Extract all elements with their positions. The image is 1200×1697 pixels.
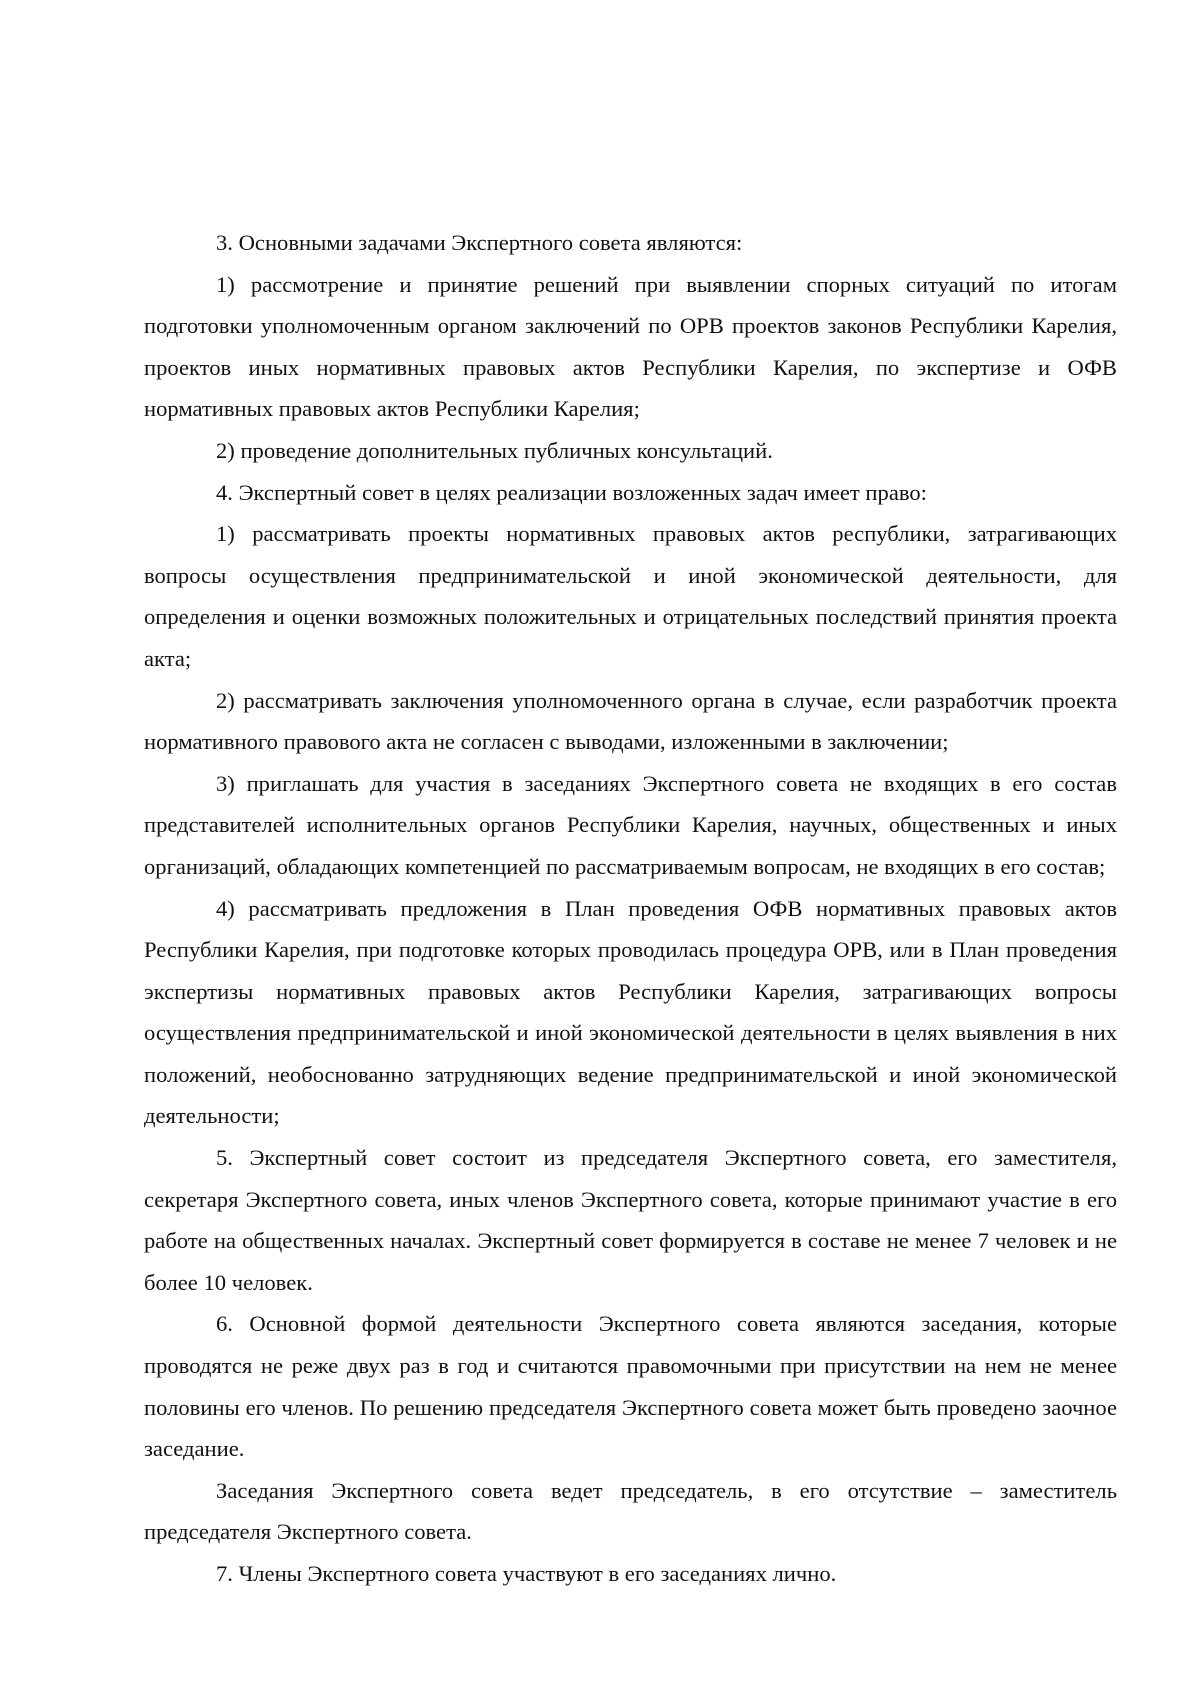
paragraph-3: 3. Основными задачами Экспертного совета являются:: [216, 230, 743, 255]
document-body: [144, 222, 1117, 1595]
paragraph-4-4: 4) рассматривать предложения в План проведения ОФВ нормативных правовых актов Республики Карелия, при подготовке которых проводилась процедура ОРВ, или в План проведения экспертизы нормативных правовых актов Республики Карелия, затрагивающих вопросы осуществления предпринимательской и иной экономической деятельности в целях выявления в них положений, необоснованно затрудняющих ведение предпринимательской и иной экономической деятельности;: [144, 895, 1117, 1129]
paragraph-4-2: 2) рассматривать заключения уполномоченного органа в случае, если разработчик проекта нормативного правового акта не согласен с выводами, изложенными в заключении;: [144, 687, 1117, 755]
paragraph-3-1: 1) рассмотрение и принятие решений при выявлении спорных ситуаций по итогам подготовки уполномоченным органом заключений по ОРВ проектов законов Республики Карелия, проектов иных нормативных правовых актов Республики Карелия, по экспертизе и ОФВ нормативных правовых актов Республики Карелия;: [144, 271, 1117, 422]
paragraph-6: 6. Основной формой деятельности Экспертного совета являются заседания, которые проводятся не реже двух раз в год и считаются правомочными при присутствии на нем не менее половины его членов. По решению председателя Экспертного совета может быть проведено заочное заседание.: [144, 1311, 1117, 1462]
paragraph-6-sessions: Заседания Экспертного совета ведет председатель, в его отсутствие – заместитель председателя Экспертного совета.: [144, 1477, 1117, 1545]
paragraph-4-1: 1) рассматривать проекты нормативных правовых актов республики, затрагивающих вопросы осуществления предпринимательской и иной экономической деятельности, для определения и оценки возможных положительных и отрицательных последствий принятия проекта акта;: [144, 521, 1117, 671]
paragraph-7: 7. Члены Экспертного совета участвуют в его заседаниях лично.: [216, 1561, 837, 1586]
paragraph-4-3: 3) приглашать для участия в заседаниях Экспертного совета не входящих в его состав представителей исполнительных органов Республики Карелия, научных, общественных и иных организаций, обладающих компетенцией по рассматриваемым вопросам, не входящих в его состав;: [144, 770, 1117, 879]
paragraph-3-2: 2) проведение дополнительных публичных консультаций.: [216, 437, 773, 463]
paragraph-5: 5. Экспертный совет состоит из председателя Экспертного совета, его заместителя, секретаря Экспертного совета, иных членов Экспертного совета, которые принимают участие в его работе на общественных началах. Экспертный совет формируется в составе не менее 7 человек и не более 10 человек.: [144, 1145, 1117, 1295]
paragraph-4: 4. Экспертный совет в целях реализации возложенных задач имеет право:: [216, 479, 927, 505]
